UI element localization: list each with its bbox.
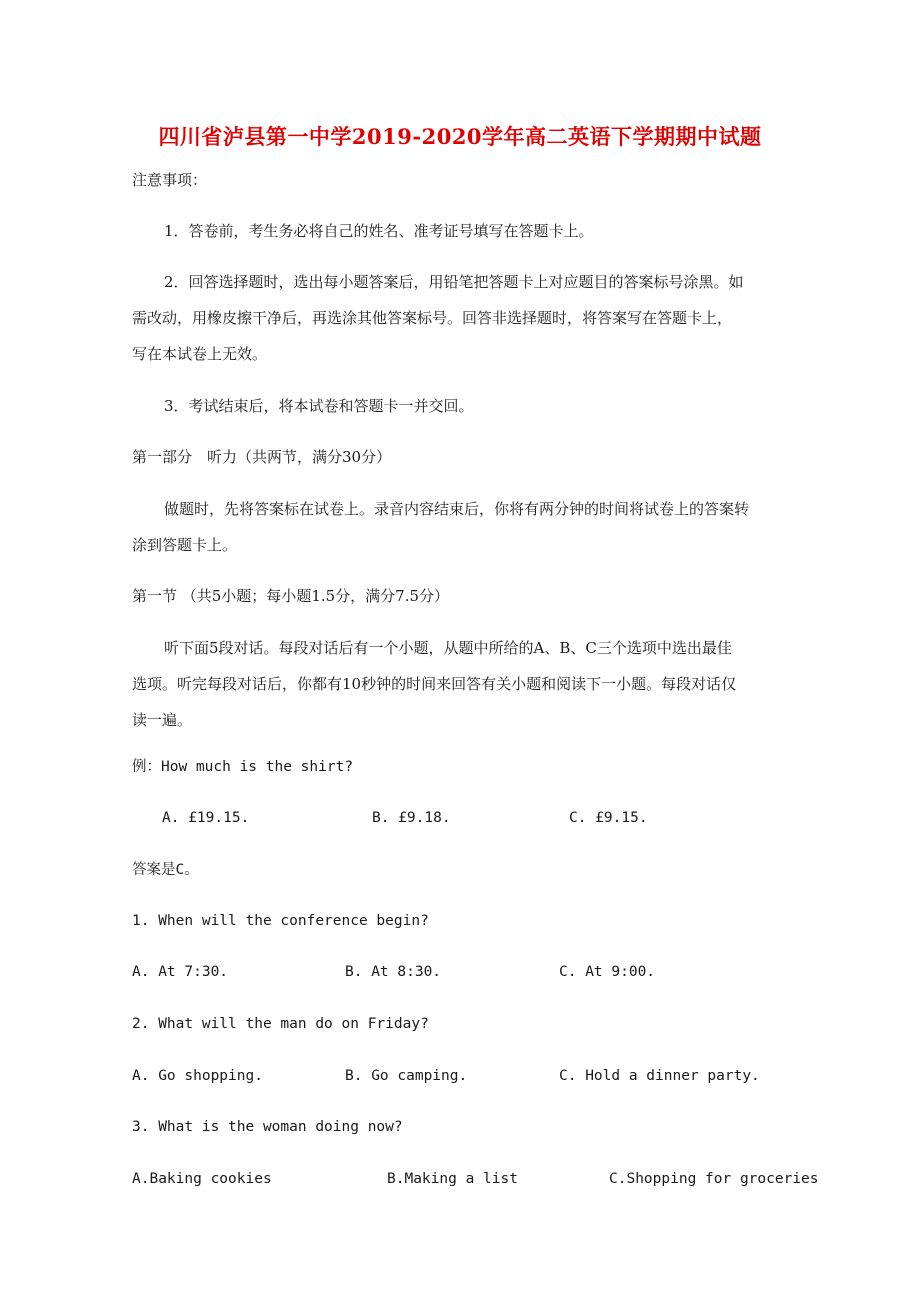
notice-heading: 注意事项：	[132, 171, 208, 189]
part1-instruction-line-1: 做题时，先将答案标在试卷上。录音内容结束后，你将有两分钟的时间将试卷上的答案转	[164, 500, 750, 518]
question-2: 2. What will the man do on Friday?	[132, 1016, 429, 1032]
example-question: 例：How much is the shirt?	[132, 759, 354, 775]
question-2-option-b: B. Go camping.	[345, 1068, 468, 1084]
section1-instruction-line-2: 选项。听完每段对话后，你都有10秒钟的时间来回答有关小题和阅读下一小题。每段对话仅	[132, 675, 737, 693]
notice-item-2-line-3: 写在本试卷上无效。	[132, 345, 268, 363]
notice-item-3: 3．考试结束后，将本试卷和答题卡一并交回。	[164, 397, 474, 415]
section1-instruction-line-1: 听下面5段对话。每段对话后有一个小题，从题中所给的A、B、C三个选项中选出最佳	[164, 639, 732, 657]
question-3-option-c: C.Shopping for groceries	[609, 1171, 819, 1187]
question-1-option-b: B. At 8:30.	[345, 964, 442, 980]
question-3: 3. What is the woman doing now?	[132, 1119, 403, 1135]
part1-instruction-line-2: 涂到答题卡上。	[132, 536, 238, 554]
part1-heading: 第一部分 听力（共两节，满分30分）	[132, 448, 392, 466]
example-answer: 答案是C。	[132, 862, 199, 878]
example-option-c: C. £9.15.	[569, 810, 648, 826]
example-option-a: A. £19.15.	[162, 810, 250, 826]
page-title: 四川省泸县第一中学2019-2020学年高二英语下学期期中试题	[158, 124, 762, 149]
question-1-option-a: A. At 7:30.	[132, 964, 229, 980]
section1-instruction-line-3: 读一遍。	[132, 711, 193, 729]
notice-item-1: 1．答卷前，考生务必将自己的姓名、准考证号填写在答题卡上。	[164, 222, 594, 240]
notice-item-2-line-2: 需改动，用橡皮擦干净后，再选涂其他答案标号。回答非选择题时，将答案写在答题卡上，	[132, 309, 733, 327]
section1-heading: 第一节 （共5小题；每小题1.5分，满分7.5分）	[132, 587, 450, 605]
question-1-option-c: C. At 9:00.	[559, 964, 656, 980]
question-1: 1. When will the conference begin?	[132, 913, 429, 929]
question-3-option-b: B.Making a list	[387, 1171, 518, 1187]
question-2-option-c: C. Hold a dinner party.	[559, 1068, 760, 1084]
example-option-b: B. £9.18.	[372, 810, 451, 826]
question-2-option-a: A. Go shopping.	[132, 1068, 263, 1084]
notice-item-2-line-1: 2．回答选择题时，选出每小题答案后，用铅笔把答题卡上对应题目的答案标号涂黑。如	[164, 273, 744, 291]
question-3-option-a: A.Baking cookies	[132, 1171, 272, 1187]
